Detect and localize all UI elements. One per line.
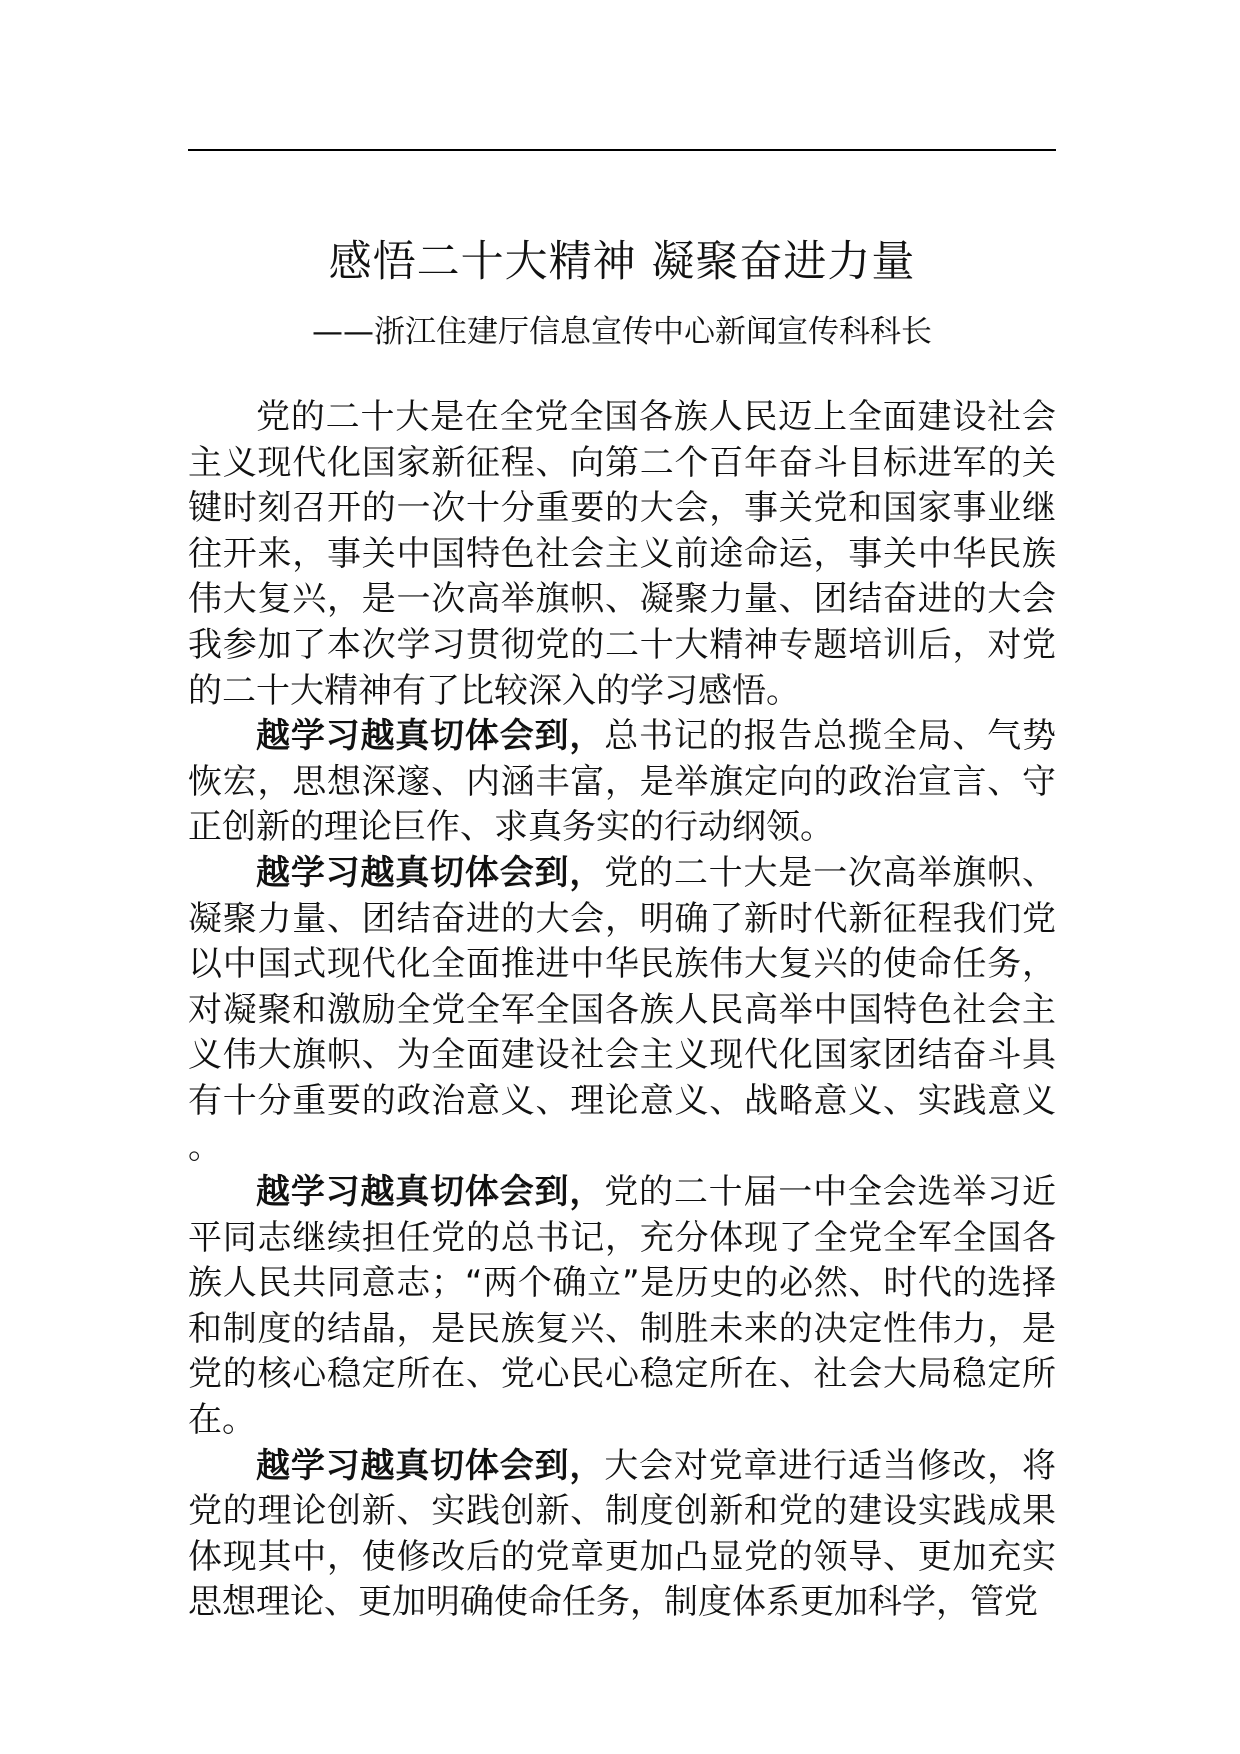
document-subtitle: ——浙江住建厅信息宣传中心新闻宣传科科长	[312, 314, 932, 350]
paragraph-text: 党的二十大是在全党全国各族人民迈上全面建设社会主义现代化国家新征程、向第二个百年奋斗目标进军的关键时刻召开的一次十分重要的大会，事关党和国家事业继往开来，事关中国特色社会主义前途命运，事关中华民族伟大复兴，是一次高举旗帜、凝聚力量、团结奋进的大会我参加了本次学习贯彻党的二十大精神专题培训后，对党的二十大精神有了比较深入的学习感悟。	[188, 397, 1056, 711]
paragraph-lead: 越学习越真切体会到，	[256, 716, 605, 757]
paragraph-lead: 越学习越真切体会到，	[256, 852, 605, 893]
paragraph-congress	[188, 851, 1056, 1170]
paragraph-charter	[188, 1444, 1056, 1626]
paragraph-text: 党的二十届一中全会选举习近平同志继续担任党的总书记，充分体现了全党全军全国各族人民共同意志；“两个确立”是历史的必然、时代的选择和制度的结晶，是民族复兴、制胜未来的决定性伟力，是党的核心稳定所在、党心民心稳定所在、社会大局稳定所在。	[188, 1172, 1057, 1441]
document-title: 感悟二十大精神 凝聚奋进力量	[328, 237, 916, 287]
paragraph-lead: 越学习越真切体会到，	[256, 1172, 605, 1213]
paragraph-text: 党的二十大是一次高举旗帜、凝聚力量、团结奋进的大会，明确了新时代新征程我们党以中国式现代化全面推进中华民族伟大复兴的使命任务，对凝聚和激励全党全军全国各族人民高举中国特色社会主义伟大旗帜、为全面建设社会主义现代化国家团结奋斗具有十分重要的政治意义、理论意义、战略意义、实践意义。	[188, 852, 1057, 1167]
paragraph-intro	[188, 395, 1056, 714]
paragraph-report	[188, 714, 1056, 851]
paragraph-text: 总书记的报告总揽全局、气势恢宏，思想深邃、内涵丰富，是举旗定向的政治宣言、守正创新的理论巨作、求真务实的行动纲领。	[188, 716, 1057, 848]
document-body	[188, 395, 1056, 1626]
paragraph-lead: 越学习越真切体会到，	[256, 1445, 605, 1486]
header-rule	[188, 149, 1056, 151]
paragraph-text: 大会对党章进行适当修改，将党的理论创新、实践创新、制度创新和党的建设实践成果体现其中，使修改后的党章更加凸显党的领导、更加充实思想理论、更加明确使命任务，制度体系更加科学，管党	[188, 1445, 1057, 1623]
paragraph-plenary	[188, 1170, 1056, 1444]
